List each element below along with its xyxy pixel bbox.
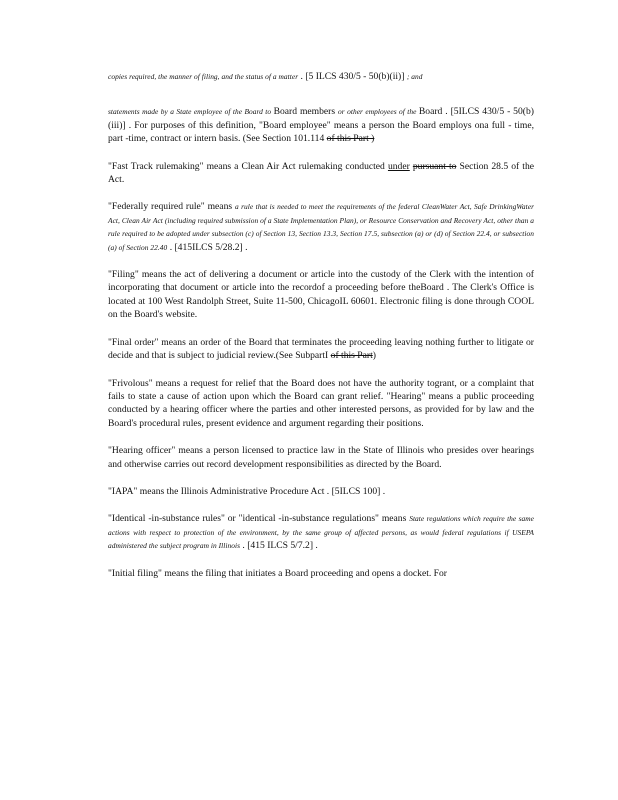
paragraph-iapa (108, 485, 534, 498)
paragraph-fast-track-rulemaking (108, 160, 534, 187)
text-segment: pursuant to (412, 160, 457, 172)
text-segment: of this Part (330, 350, 373, 362)
text-segment: under (387, 160, 410, 172)
paragraph-filing (108, 268, 534, 322)
paragraph-frivolous-hearing (108, 377, 534, 431)
paragraph-federally-required-rule (108, 200, 534, 254)
text-segment: "IAPA" means the Illinois Administrative Procedure Act . [5ILCS 100] . (108, 485, 386, 497)
text-segment: "Filing" means the act of delivering a document or article into the custody of the Clerk with the intention of incorporating that document or article into the recordof a proceeding before theBoard . The Clerk's Office is located at 100 West Randolph Street, Suite 11-500, ChicagoIL 60601. Electronic filing is done through COOL on the Board's website. (108, 269, 534, 321)
text-segment: Section 28.5 of the Act. (108, 160, 535, 186)
text-segment: Board members (273, 106, 339, 118)
text-segment: "Fast Track rulemaking" means a Clean Air Act rulemaking conducted (108, 160, 388, 172)
text-segment: . [5 ILCS 430/5 - 50(b)(ii)] (298, 71, 407, 82)
paragraph-hearing-officer (108, 444, 534, 471)
text-segment: ; and (406, 72, 423, 81)
text-segment: ) (372, 350, 376, 362)
text-segment: of this Part ) (326, 133, 375, 145)
paragraph-identical-in-substance (108, 512, 534, 552)
text-segment: "Frivolous" means a request for relief that the Board does not have the authority togrant, or a complaint that fails to state a cause of action upon which the Board can grant relief. "Hearing" means a public proceeding conducted by a hearing officer where the parties and other interested persons, as provided for by law and the Board's procedural rules, present evidence and argument regarding their positions. (108, 377, 534, 429)
paragraph-initial-filing (108, 567, 534, 580)
text-segment: . [415ILCS 5/28.2] . (167, 241, 248, 253)
paragraph-ex-parte-statements (108, 105, 534, 145)
text-segment: copies required, the manner of filing, and the status of a matter (108, 72, 299, 81)
text-segment: "Initial filing" means the filing that initiates a Board proceeding and opens a docket. For (108, 567, 447, 579)
text-segment: or other employees of the (338, 107, 419, 117)
text-segment: "Federally required rule" means (108, 201, 235, 213)
paragraph-final-order (108, 336, 534, 363)
text-segment: "Hearing officer" means a person licensed to practice law in the State of Illinois who presides over hearings and otherwise carries out record development responsibilities as directed by the Board. (108, 445, 534, 470)
text-segment: . [415 ILCS 5/7.2] . (240, 540, 318, 552)
text-segment: State regulations which require the same actions with respect to protection of the environment, by the same group of affected persons, as would federal regulations if USEPA administered the subject program in Illinois (108, 514, 534, 551)
text-segment: "Final order" means an order of the Board that terminates the proceeding leaving nothing further to litigate or decide and that is subject to judicial review.(See SubpartI (108, 336, 534, 362)
text-segment: a rule that is needed to meet the requirements of the federal CleanWater Act, Safe DrinkingWater Act, Clean Air Act (including required submission of a State Implementation Plan), or Resource Conservation and Recovery Act, other than a rule required to be adopted under subsection (c) of Section 13, Section 13.3, Section 17.5, subsection (a) or (d) of Section 22.4, or subsection (a) of Section 22.40 (108, 202, 534, 252)
paragraph-ex-parte-copies (108, 70, 534, 83)
text-segment: "Identical -in-substance rules" or "identical -in-substance regulations" means (108, 513, 410, 525)
text-segment: Board . [5ILCS 430/5 - 50(b)(iii)] . For purposes of this definition, "Board employee" means a person the Board employs ona full - time, part -time, contract or intern basis. (See Section 101.114 (108, 106, 534, 145)
text-segment: statements made by a State employee of the Board to (108, 107, 274, 117)
